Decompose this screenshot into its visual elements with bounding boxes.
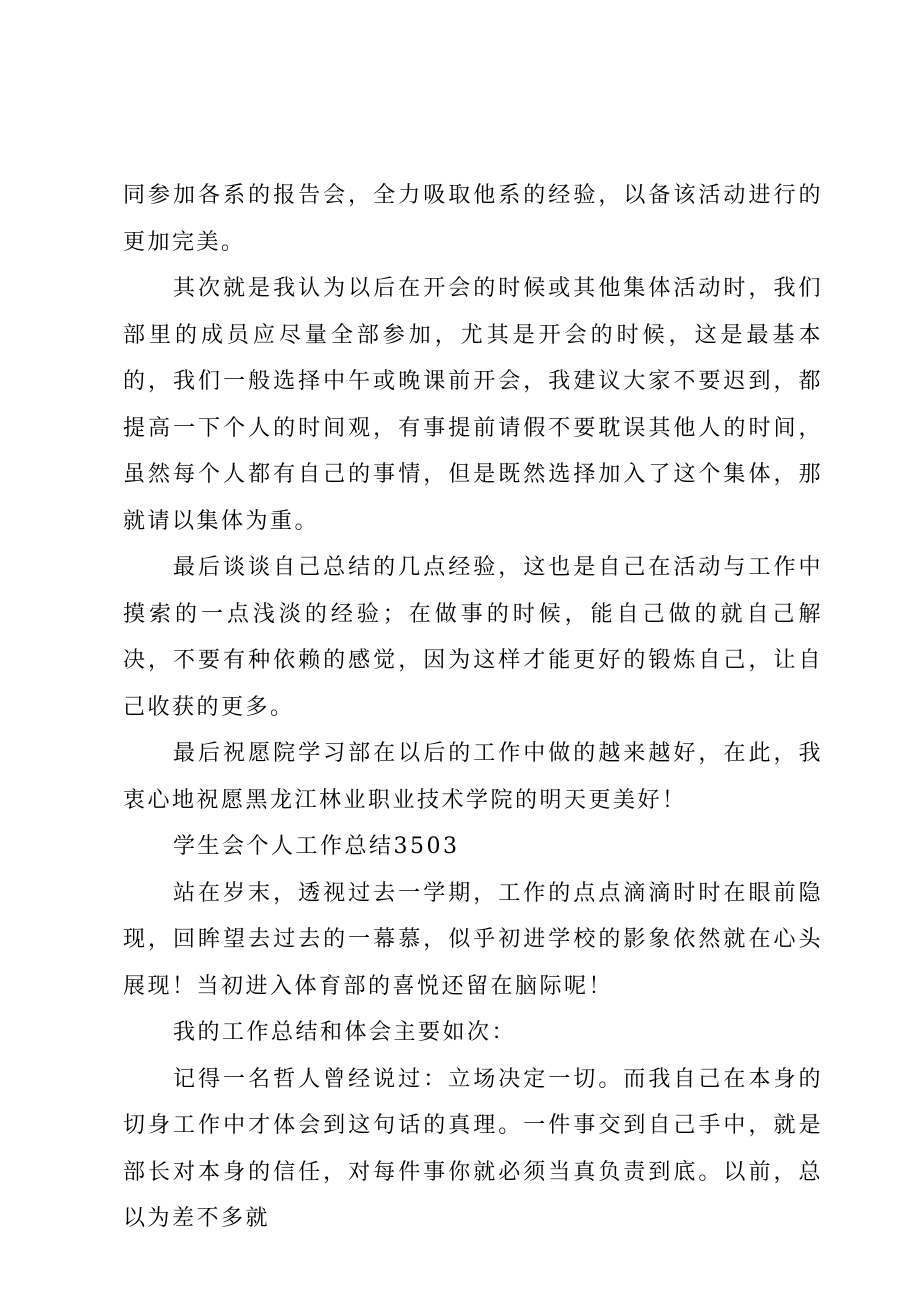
paragraph-5: 站在岁末，透视过去一学期，工作的点点滴滴时时在眼前隐现，回眸望去过去的一幕慕，似乎初进学校的影象依然就在心头展现！当初进入体育部的喜悦还留在脑际呢！	[123, 880, 823, 999]
section-heading: 学生会个人工作总结3503	[173, 834, 460, 859]
document-body	[123, 173, 823, 1243]
paragraph-2: 其次就是我认为以后在开会的时候或其他集体活动时，我们部里的成员应尽量全部参加，尤其是开会的时候，这是最基本的，我们一般选择中午或晚课前开会，我建议大家不要迟到，都提高一下个人的时间观，有事提前请假不要耽误其他人的时间，虽然每个人都有自己的事情，但是既然选择加入了这个集体，那就请以集体为重。	[123, 276, 823, 534]
paragraph-4: 最后祝愿院学习部在以后的工作中做的越来越好，在此，我衷心地祝愿黑龙江林业职业技术学院的明天更美好！	[123, 741, 823, 813]
paragraph-1: 同参加各系的报告会，全力吸取他系的经验，以备该活动进行的更加完美。	[123, 183, 823, 255]
paragraph-3: 最后谈谈自己总结的几点经验，这也是自己在活动与工作中摸索的一点浅淡的经验；在做事的时候，能自己做的就自己解决，不要有种依赖的感觉，因为这样才能更好的锻炼自己，让自己收获的更多。	[123, 555, 823, 720]
paragraph-7: 记得一名哲人曾经说过：立场决定一切。而我自己在本身的切身工作中才体会到这句话的真理。一件事交到自己手中，就是部长对本身的信任，对每件事你就必须当真负责到底。以前，总以为差不多就	[123, 1066, 823, 1231]
paragraph-6: 我的工作总结和体会主要如次：	[173, 1020, 517, 1045]
